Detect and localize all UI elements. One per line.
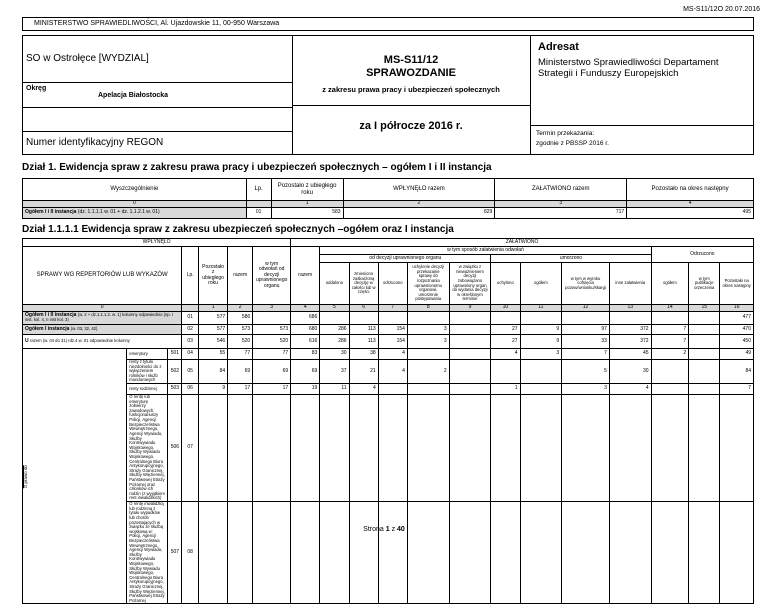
s2-cell: 49 (720, 349, 754, 360)
s2-h-dismissed: umorzono (491, 255, 651, 263)
s2-cell: 55 (199, 349, 228, 360)
s2-cell: 372 (609, 335, 651, 349)
s2-cell (228, 395, 253, 502)
s2-h-inne: inne załatwienia (609, 263, 651, 305)
s2-row-label: renty z tytułu niezdolności do z wyłączeniem rolników i służb mundurowych (127, 360, 168, 384)
s1-row-label: Ogółem I i II instancja (dz. 1.1.1.1 w. 01 + dz. 1.1.2.1 w. 01) (23, 208, 247, 219)
s2-h-of-appeals: od decyzji uprawnionego organu (320, 255, 491, 263)
s2-cell (449, 360, 491, 384)
report-title: SPRAWOZDANIE (366, 67, 456, 79)
s2-h-oddalono: oddalono (320, 263, 349, 305)
s2-cell: 4 (349, 384, 378, 395)
s2-cell (520, 360, 562, 384)
page-number: Strona 1 z 40 (363, 526, 405, 533)
ministry-address: MINISTERSTWO SPRAWIEDLIWOŚCI, Al. Ujazdowskie 11, 00-950 Warszawa (34, 20, 280, 27)
s2-cell (449, 335, 491, 349)
s2-cell (689, 502, 720, 604)
s2-row-sym: 503 (168, 384, 182, 395)
s2-num-2: 2 (228, 305, 253, 312)
s2-cell: 113 (349, 335, 378, 349)
s1-row-lp: 01 (246, 208, 271, 219)
s2-cell (378, 384, 407, 395)
s2-cell (253, 395, 291, 502)
s2-cell (609, 502, 651, 604)
s2-cell (562, 312, 610, 325)
s2-cell: 84 (720, 360, 754, 384)
s2-cell: 7 (651, 335, 689, 349)
s2-cell: 4 (609, 384, 651, 395)
s1-h-in: WPŁYNĘŁO razem (343, 179, 495, 201)
s2-h-ogolem: ogółem (520, 263, 562, 305)
s2-h-zmieniono: zmieniono zaskarżoną decyzję w całości lub w części (349, 263, 378, 305)
s2-cell: 30 (609, 360, 651, 384)
section1-title: Dział 1. Ewidencja spraw z zakresu prawa pracy i ubezpieczeń społecznych – ogółem I i II instancja (22, 162, 492, 173)
s1-n1: 1 (271, 201, 343, 208)
s2-cell: 520 (253, 335, 291, 349)
s1-n0: 0 (23, 201, 247, 208)
s2-cell (491, 395, 520, 502)
s1-h-rem-next: Pozostało na okres następny (627, 179, 754, 201)
s2-cell: 4 (378, 349, 407, 360)
s2-h-publikacje: w tym publikacje orzeczenia (689, 263, 720, 305)
s2-cell: 19 (291, 384, 320, 395)
s2-h-rejected: Odrzucono (651, 247, 753, 263)
s2-row-label: U razem (w. 04 do 31) rdz.4 w. 01 odpowiednie kolumny (23, 335, 182, 349)
table-row (23, 335, 754, 349)
s2-num-12: 12 (562, 305, 610, 312)
s2-cell: 45 (609, 349, 651, 360)
s2-cell: 372 (609, 325, 651, 335)
s2-cell (291, 395, 320, 502)
s1-h-lp: Lp. (246, 179, 271, 201)
s2-row-label: renty rodzinnej (127, 384, 168, 395)
s2-cell: 470 (720, 325, 754, 335)
s2-row-lp: 05 (182, 360, 199, 384)
table-row (23, 349, 754, 360)
s2-cell (407, 384, 449, 395)
s2-cell (449, 312, 491, 325)
s2-cell (407, 312, 449, 325)
s2-cell (689, 395, 720, 502)
s1-n3: 3 (495, 201, 627, 208)
s2-num-3: 3 (253, 305, 291, 312)
s2-cell: 97 (562, 325, 610, 335)
s2-row-label: O rentę inwalidzką lub rodzinną z tytułu wypadków lub chorób pozostających w związku ze służbą wojskową w: Policji, Agencji Bezpieczeństwa Wewnętrznego, Agencji Wywiadu, Służby Kontrwywiadu Wojskowego, Służby Wywiadu Wojskowego, Centralnego Biura Antykorupcyjnego, Straży Granicznej, Służby Więziennej, Państwowej Straży Pożarnej (127, 502, 168, 604)
deadline-value: zgodnie z PBSSP 2016 r. (536, 140, 609, 147)
s2-cell: 7 (720, 384, 754, 395)
s2-cell (349, 502, 378, 604)
s2-cell: 77 (253, 349, 291, 360)
s2-cell (651, 502, 689, 604)
s2-cell: 3 (407, 325, 449, 335)
s2-cell: 9 (520, 335, 562, 349)
s2-cell: 573 (228, 325, 253, 335)
s2-h-uchylono: uchylono (491, 263, 520, 305)
s2-cell (253, 312, 291, 325)
s2-cell: 154 (378, 335, 407, 349)
s2-num-6: 6 (349, 305, 378, 312)
s2-cell: 286 (320, 335, 349, 349)
s2-cell: 27 (491, 335, 520, 349)
s1-v2: 829 (343, 208, 495, 219)
s2-side-label: O prawo do (23, 465, 31, 488)
s2-cell (449, 325, 491, 335)
s2-cell (689, 349, 720, 360)
s2-num-5: 5 (320, 305, 349, 312)
court-name: SO w Ostrołęce [WYDZIAL] (26, 53, 149, 64)
s2-cell: 577 (199, 312, 228, 325)
s2-cell: 37 (320, 360, 349, 384)
form-code: MS-S11/12O 20.07.2016 (683, 6, 760, 13)
district-label: Okręg (26, 85, 47, 92)
s2-cell (378, 312, 407, 325)
s1-h-rem-prev: Pozostało z ubiegłego roku (271, 179, 343, 201)
s2-cell (291, 502, 320, 604)
s1-v1: 583 (271, 208, 343, 219)
s2-cell (562, 395, 610, 502)
s1-h-desc: Wyszczególnienie (23, 179, 247, 201)
s2-cell: 7 (651, 325, 689, 335)
s2-cell (491, 360, 520, 384)
s2-cell: 616 (291, 335, 320, 349)
s1-n2: 2 (343, 201, 495, 208)
s2-num-8: 8 (407, 305, 449, 312)
s2-cell (378, 395, 407, 502)
s2-cell (199, 502, 228, 604)
s2-cell (609, 395, 651, 502)
s2-cell: 17 (253, 384, 291, 395)
table-row (23, 502, 754, 604)
s2-cell (651, 360, 689, 384)
s2-cell (520, 384, 562, 395)
s2-cell: 30 (320, 349, 349, 360)
regon-label: Numer identyfikacyjny REGON (26, 137, 164, 148)
s2-num-4: 4 (291, 305, 320, 312)
s2-row-lp: 04 (182, 349, 199, 360)
s2-cell: 5 (562, 360, 610, 384)
s2-cell: 4 (378, 360, 407, 384)
s2-cell (407, 395, 449, 502)
s2-cell: 450 (720, 335, 754, 349)
s2-cell (689, 360, 720, 384)
s2-num-1: 1 (199, 305, 228, 312)
s2-cell: 3 (407, 335, 449, 349)
s2-cell (720, 502, 754, 604)
s2-cell (651, 312, 689, 325)
s2-cell (520, 312, 562, 325)
s2-row-lp: 06 (182, 384, 199, 395)
s2-cell (199, 395, 228, 502)
s2-row-lp: 08 (182, 502, 199, 604)
s2-cell: 286 (320, 325, 349, 335)
s2-cell (349, 312, 378, 325)
s2-cell: 69 (228, 360, 253, 384)
s2-cell: 38 (349, 349, 378, 360)
s2-cell (320, 502, 349, 604)
s2-cell: 69 (291, 360, 320, 384)
s2-cell: 7 (562, 349, 610, 360)
s2-cell (689, 335, 720, 349)
s2-cell: 83 (291, 349, 320, 360)
addressee-label: Adresat (538, 41, 579, 53)
s2-h-razem2: razem (291, 247, 320, 305)
s2-row-lp: 03 (182, 335, 199, 349)
s2-row-sym: 502 (168, 360, 182, 384)
s2-cell: 11 (320, 384, 349, 395)
s2-cell: 69 (253, 360, 291, 384)
s2-cell (320, 395, 349, 502)
s2-cell: 546 (199, 335, 228, 349)
s2-cell: 4 (491, 349, 520, 360)
s2-cell (651, 395, 689, 502)
s2-row-lp: 07 (182, 395, 199, 502)
s2-cell (689, 384, 720, 395)
s2-num-0: 0 (23, 305, 182, 312)
s2-h-razem: razem (228, 247, 253, 305)
s2-cell: 520 (228, 335, 253, 349)
s2-cell (689, 312, 720, 325)
report-period: za I półrocze 2016 r. (359, 120, 463, 132)
s2-cell: 2 (651, 349, 689, 360)
s2-h-in-of: w tym odwołań od decyzji uprawnionego organu (253, 247, 291, 305)
s2-h-odrzucono: odrzucono (378, 263, 407, 305)
district-value: Apelacja Białostocka (98, 92, 169, 99)
s2-cell: 17 (228, 384, 253, 395)
s2-cell (491, 502, 520, 604)
report-code: MS-S11/12 (383, 54, 439, 66)
s1-v3: 717 (495, 208, 627, 219)
s2-cell: 9 (199, 384, 228, 395)
s2-cell (689, 325, 720, 335)
s2-row-label: Ogółem I instancja (w. 03, 32, 42) (23, 325, 182, 335)
s2-row-sym: 501 (168, 349, 182, 360)
deadline-label: Termin przekazania: (536, 130, 595, 137)
s2-cell (449, 384, 491, 395)
s2-cell: 3 (562, 384, 610, 395)
s2-cell (520, 502, 562, 604)
s2-h-rem-next: Pozostało na okres następny (720, 263, 754, 305)
table-row (23, 384, 754, 395)
s2-cell (491, 312, 520, 325)
table-row (23, 325, 754, 335)
s2-cell (562, 502, 610, 604)
s2-cell: 21 (349, 360, 378, 384)
s2-h-within: w tym sposób załatwienia odwołań (320, 247, 651, 255)
s2-h-wyroku: w tym w wyroku cofnięcia pozwu/wniosku/skargi (562, 263, 610, 305)
s2-num-9: 9 (449, 305, 491, 312)
s2-cell: 27 (491, 325, 520, 335)
s2-row-label: Ogółem I i II instancja (w. 2 + dz.1.1.1.2. w. 1) kolumny odpowiednio (np. I inst. kol. 4, II inst kol. 3) (23, 312, 182, 325)
s1-v4: 495 (627, 208, 754, 219)
s2-row-sym: 506 (168, 395, 182, 502)
s2-num-13: 13 (609, 305, 651, 312)
s2-cell (349, 395, 378, 502)
s2-cell (449, 349, 491, 360)
s2-cell: 586 (228, 312, 253, 325)
s2-row-sym: 507 (168, 502, 182, 604)
s2-cell: 113 (349, 325, 378, 335)
addressee-body: Ministerstwo Sprawiedliwości Departament Strategii i Funduszy Europejskich (538, 57, 719, 80)
s2-h-repertory: SPRAWY WG REPERTORIÓW LUB WYKAZÓW (23, 247, 182, 305)
s2-cell (449, 502, 491, 604)
s2-cell (378, 502, 407, 604)
s1-n4: 4 (627, 201, 754, 208)
s2-cell (228, 502, 253, 604)
s2-h-lp: Lp. (182, 247, 199, 305)
table-row (23, 360, 754, 384)
s2-num-10: 10 (491, 305, 520, 312)
s2-cell: 680 (291, 325, 320, 335)
s2-cell (320, 312, 349, 325)
section1-table (22, 178, 754, 219)
s2-h-done: ZAŁATWIONO (291, 239, 754, 247)
s2-h-niewaznosc: w związku z nieważnieniem decyzji zobowiązano uprawniony organ do wydania decyzji w określonym terminie (449, 263, 491, 305)
s2-h-rem-prev: Pozostało z ubiegłego roku (199, 247, 228, 305)
s2-num-15: 15 (689, 305, 720, 312)
s2-num-16: 16 (720, 305, 754, 312)
report-subtitle: z zakresu prawa pracy i ubezpieczeń społecznych (322, 85, 500, 94)
s2-cell: 686 (291, 312, 320, 325)
table-row (23, 312, 754, 325)
s2-cell: 154 (378, 325, 407, 335)
s2-cell (651, 384, 689, 395)
s2-h-uchylenie: uchylenie decyzji przekazanie sprawy do rozpoznania uprawnionemu organowi, umorzenie postępowania (407, 263, 449, 305)
s2-cell (407, 349, 449, 360)
s2-cell (609, 312, 651, 325)
s2-cell (407, 502, 449, 604)
s2-row-label: O rentę lub emeryturę żołnierzy zawodowych, funkcjonariuszy Policji, Agencji Bezpieczeństwa Wewnętrznego, Agencji Wywiadu, Służby Kontrwywiadu Wojskowego, Służby Wywiadu Wojskowego, Centralnego Biura Antykorupcyjnego, Straży Granicznej, Służby Więziennej, Państwowej Straży Pożarnej oraz członków ich rodzin (z wyjątkiem rent inwalidzkich) (127, 395, 168, 502)
s2-h-in: WPŁYNĘŁO (23, 239, 291, 247)
s1-h-done: ZAŁATWIONO razem (495, 179, 627, 201)
s2-cell: 9 (520, 325, 562, 335)
s2-cell (449, 395, 491, 502)
section2-title: Dział 1.1.1.1 Ewidencja spraw z zakresu ubezpieczeń społecznych –ogółem oraz I instancja (22, 224, 454, 235)
s2-row-label: emerytury (127, 349, 168, 360)
s2-num-11: 11 (520, 305, 562, 312)
s2-cell (720, 395, 754, 502)
s2-cell: 477 (720, 312, 754, 325)
s2-cell: 84 (199, 360, 228, 384)
s2-cell: 573 (253, 325, 291, 335)
s2-cell (253, 502, 291, 604)
s2-row-lp: 02 (182, 325, 199, 335)
table-row (23, 395, 754, 502)
s2-cell: 33 (562, 335, 610, 349)
s2-cell (520, 395, 562, 502)
s2-row-lp: 01 (182, 312, 199, 325)
s2-cell: 577 (199, 325, 228, 335)
s2-cell: 1 (491, 384, 520, 395)
s2-cell: 2 (407, 360, 449, 384)
s2-num-7: 7 (378, 305, 407, 312)
s2-cell: 77 (228, 349, 253, 360)
s2-cell: 3 (520, 349, 562, 360)
s2-num-14: 14 (651, 305, 689, 312)
s2-h-ogolem2: ogółem (651, 263, 689, 305)
